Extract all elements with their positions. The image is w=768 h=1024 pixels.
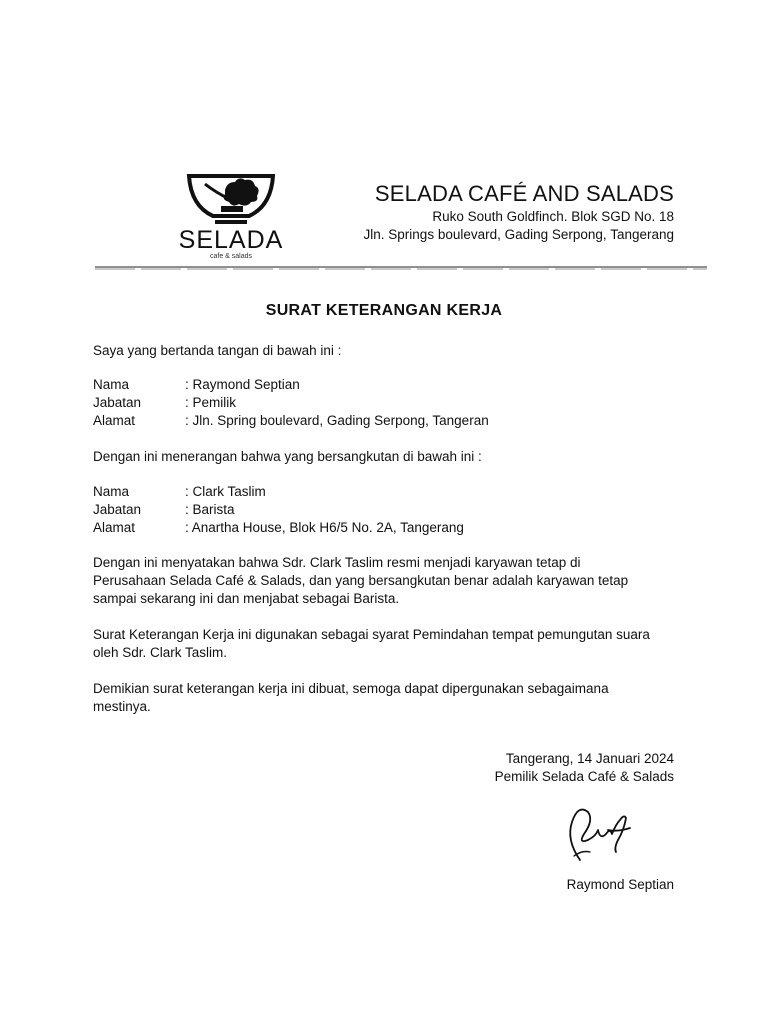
logo-subtext: cafe & salads (209, 253, 253, 260)
letter-title: SURAT KETERANGAN KERJA (265, 302, 503, 319)
closing-block (495, 750, 674, 786)
field-label: Nama (93, 484, 130, 499)
field-value: : Barista (185, 502, 235, 517)
field-label: Jabatan (93, 502, 142, 517)
field-value: : Anartha House, Blok H6/5 No. 2A, Tangerang (185, 520, 464, 535)
field-value: : Pemilik (185, 395, 237, 410)
selada-logo (175, 170, 287, 262)
employee-address-row (93, 519, 464, 537)
field-value: : Raymond Septian (185, 377, 300, 392)
paragraph-line: sampai sekarang ini dan menjabat sebagai Barista. (93, 591, 400, 606)
signer-address-row (93, 412, 489, 430)
signer-role: Pemilik Selada Café & Salads (494, 769, 674, 784)
field-label: Alamat (93, 520, 136, 535)
paragraph-line: Surat Keterangan Kerja ini digunakan sebagai syarat Pemindahan tempat pemungutan suara (93, 627, 650, 642)
field-label: Nama (93, 377, 130, 392)
signer-details (93, 376, 489, 430)
field-value: : Clark Taslim (185, 484, 266, 499)
salad-bowl-icon (175, 170, 287, 228)
company-address-line-2: Jln. Springs boulevard, Gading Serpong, Tangerang (363, 227, 674, 242)
intro-text: Saya yang bertanda tangan di bawah ini : (93, 343, 342, 358)
statement-intro: Dengan ini menerangan bahwa yang bersangkutan di bawah ini : (93, 449, 482, 464)
letterhead-divider (95, 266, 707, 270)
field-label: Jabatan (93, 395, 142, 410)
paragraph-line: Demikian surat keterangan kerja ini dibuat, semoga dapat dipergunakan sebagaimana (93, 681, 609, 696)
signature-name: Raymond Septian (566, 877, 674, 892)
paragraph-line: oleh Sdr. Clark Taslim. (93, 645, 228, 660)
company-info (364, 180, 674, 244)
signer-position-row (93, 394, 489, 412)
field-value: : Jln. Spring boulevard, Gading Serpong, Tangeran (185, 413, 489, 428)
paragraph-line: mestinya. (93, 699, 151, 714)
company-address-line-1: Ruko South Goldfinch. Blok SGD No. 18 (432, 209, 674, 224)
logo-wordmark: SELADA (178, 226, 284, 254)
paragraph-line: Perusahaan Selada Café & Salads, dan yang bersangkutan benar adalah karyawan tetap (93, 573, 629, 588)
employment-statement-paragraph (93, 554, 683, 608)
purpose-paragraph (93, 626, 683, 662)
paragraph-line: Dengan ini menyatakan bahwa Sdr. Clark Taslim resmi menjadi karyawan tetap di (93, 555, 581, 570)
company-name: SELADA CAFÉ AND SALADS (374, 181, 674, 206)
employee-position-row (93, 501, 464, 519)
employee-name-row (93, 483, 464, 501)
handwritten-signature (558, 800, 638, 866)
signer-name-row (93, 376, 489, 394)
closing-paragraph (93, 680, 683, 716)
place-date: Tangerang, 14 Januari 2024 (505, 751, 674, 766)
field-label: Alamat (93, 413, 136, 428)
employee-details (93, 483, 464, 537)
